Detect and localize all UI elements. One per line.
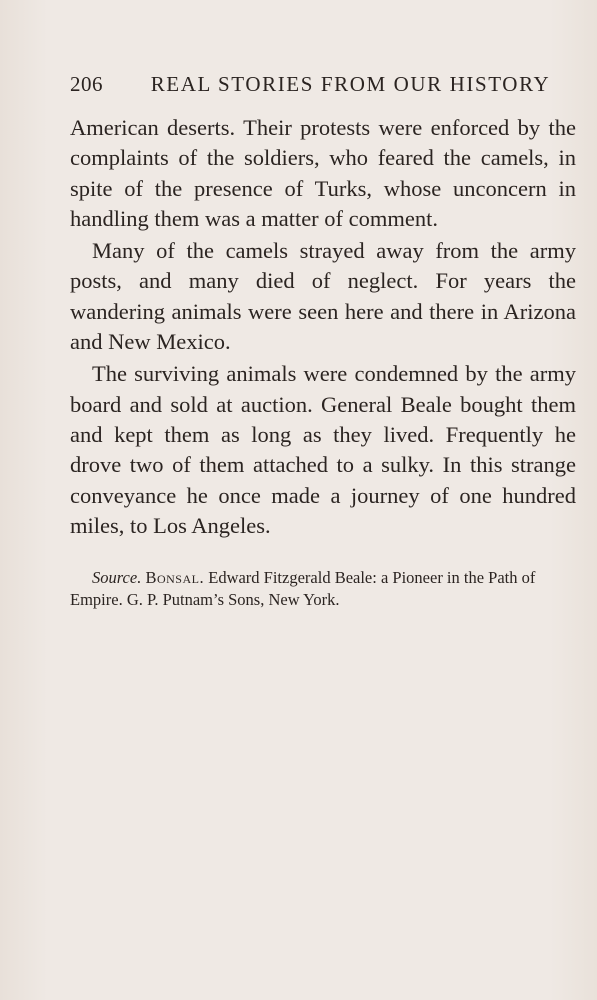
page-header [70,72,575,97]
paragraph-continued: American deserts. Their protests were enforced by the complaints of the soldiers, who feared the camels, in spite of the presence of Turks, whose unconcern in handling them was a matter of comment. [70,115,576,231]
source-work: Edward Fitzgerald Beale: a Pioneer in the Path of Empire. G. P. Putnam’s Sons, New York. [70,568,536,609]
paragraph: The surviving animals were condemned by the army board and sold at auction. General Beale bought them and kept them as long as they lived. Frequently he drove two of them attached to a sulky. In this strange conveyance he once made a journey of one hundred miles, to Los Angeles. [70,361,576,538]
running-title: REAL STORIES FROM OUR HISTORY [150,72,551,96]
source-author: Bonsal. [145,568,205,587]
source-citation [70,567,576,611]
body-text [70,113,576,541]
page-number: 206 [70,72,103,96]
source-label: Source. [92,568,142,587]
paragraph: Many of the camels strayed away from the army posts, and many died of neglect. For years the wandering animals were seen here and there in Arizona and New Mexico. [70,238,576,355]
